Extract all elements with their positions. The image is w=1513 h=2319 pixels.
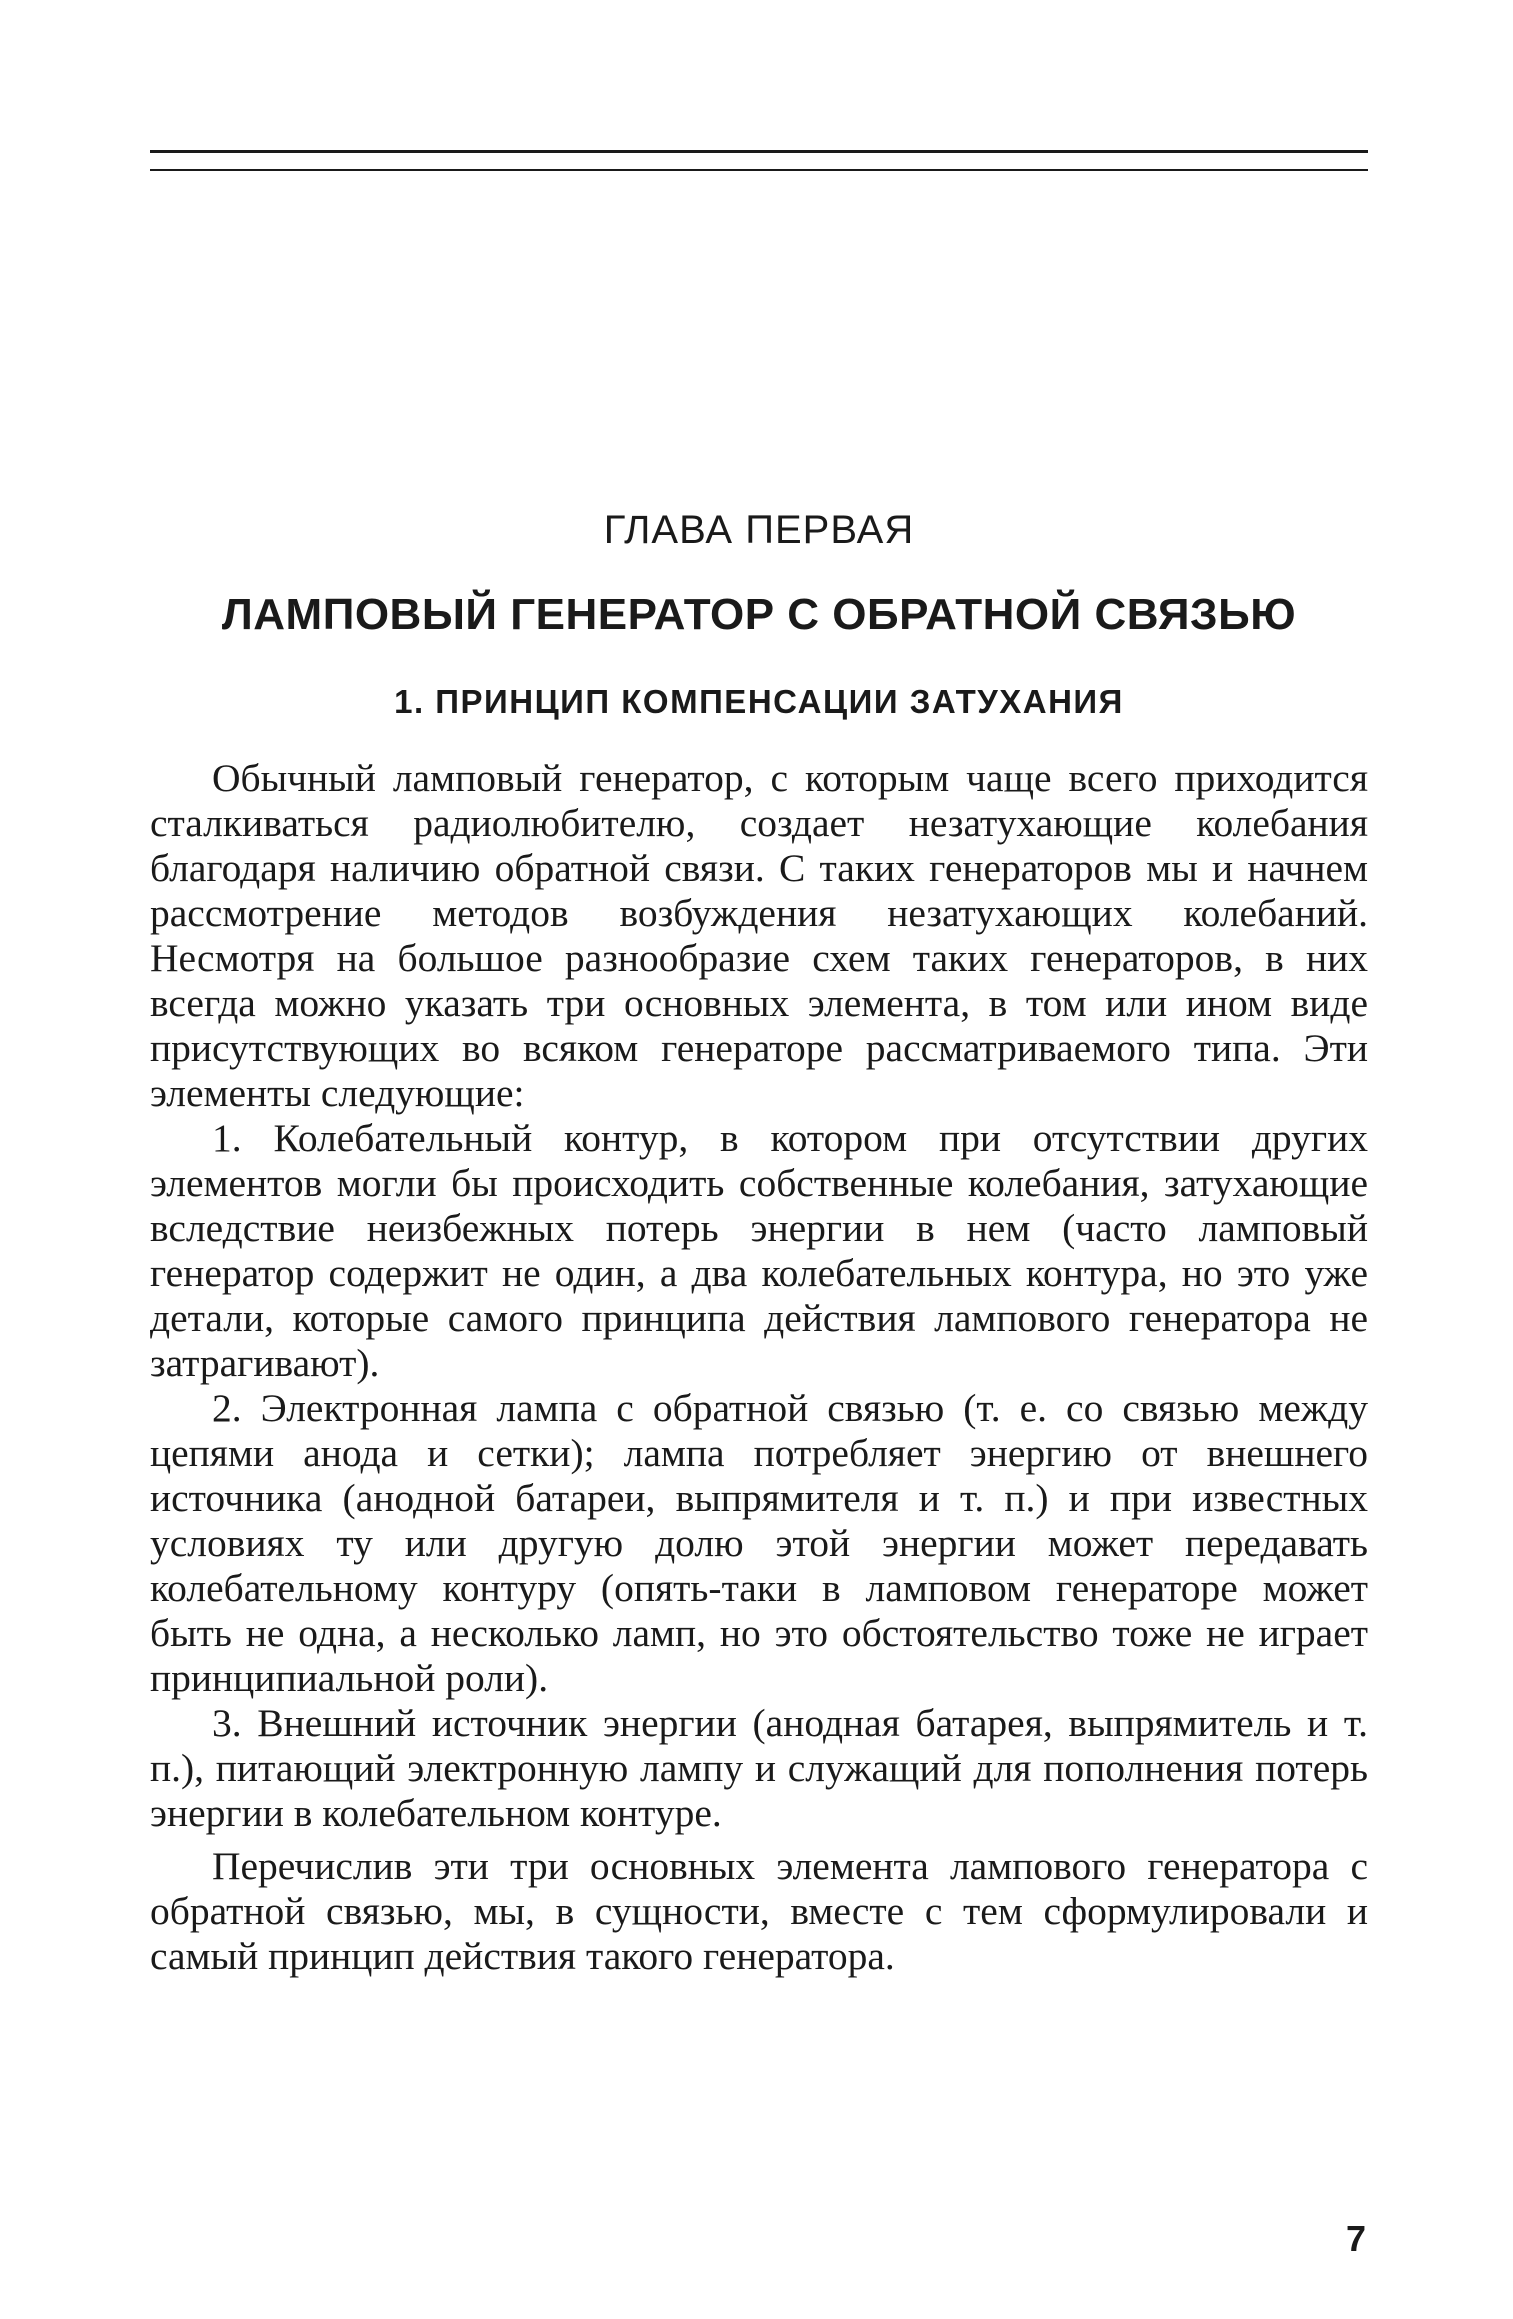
header-rule-bottom (150, 169, 1368, 171)
book-page (150, 0, 1368, 2319)
list-item-2: 2. Электронная лампа с обратной связью (т. е. со связью между цепями анода и сетки); лампа потребляет энергию от внешнего источника (анодной батареи, выпрямителя и т. п.) и при известных условиях ту или другую долю этой энергии может передавать колебательному контуру (опять-таки в ламповом генераторе может быть не одна, а несколько ламп, но это обстоятельство тоже не играет принципиальной роли). (150, 1386, 1368, 1700)
chapter-label: ГЛАВА ПЕРВАЯ (603, 508, 915, 552)
list-item-3: 3. Внешний источник энергии (анодная батарея, выпрямитель и т. п.), питающий электронную лампу и служащий для пополнения потерь энергии в колебательном контуре. (150, 1701, 1368, 1835)
header-rule-top (150, 150, 1368, 153)
body-text (150, 756, 1368, 1979)
chapter-title: ЛАМПОВЫЙ ГЕНЕРАТОР С ОБРАТНОЙ СВЯЗЬЮ (221, 590, 1297, 639)
paragraph-conclusion: Перечислив эти три основных элемента лампового генератора с обратной связью, мы, в сущности, вместе с тем сформулировали и самый принцип действия такого генератора. (150, 1844, 1368, 1978)
page-number: 7 (1345, 2218, 1366, 2259)
section-title: 1. ПРИНЦИП КОМПЕНСАЦИИ ЗАТУХАНИЯ (394, 683, 1124, 720)
list-item-1: 1. Колебательный контур, в котором при отсутствии других элементов могли бы происходить собственные колебания, затухающие вследствие неизбежных потерь энергии в нем (часто ламповый генератор содержит не один, а два колебательных контура, но это уже детали, которые самого принципа действия лампового генератора не затрагивают). (150, 1116, 1368, 1385)
paragraph-intro: Обычный ламповый генератор, с которым чаще всего приходится сталкиваться радиолюбителю, создает незатухающие колебания благодаря наличию обратной связи. С таких генераторов мы и начнем рассмотрение методов возбуждения незатухающих колебаний. Несмотря на большое разнообразие схем таких генераторов, в них всегда можно указать три основных элемента, в том или ином виде присутствующих во всяком генераторе рассматриваемого типа. Эти элементы следующие: (150, 756, 1368, 1115)
